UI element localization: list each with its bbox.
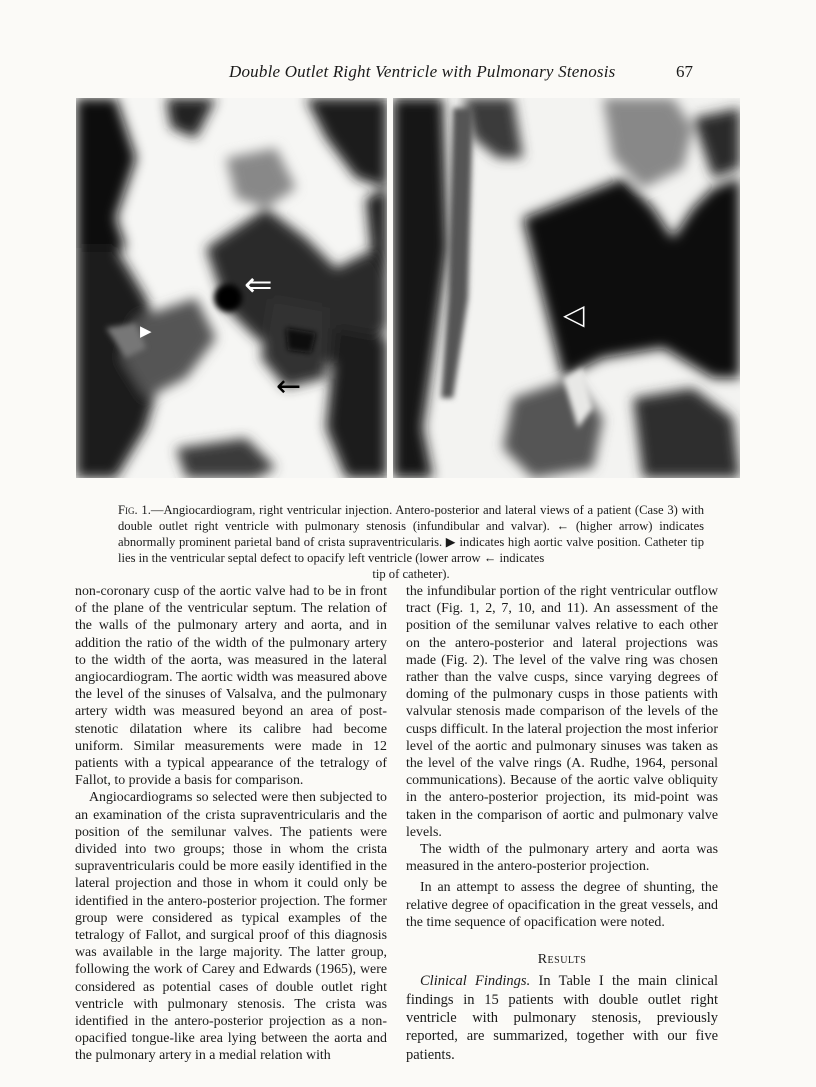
lateral-aortic-valve-marker: ◁	[563, 298, 585, 331]
page-header	[0, 60, 816, 90]
antero-posterior-view-image	[76, 98, 387, 478]
clinical-findings-text: In Table I the main clinical findings in 15 patients with double outlet right ventricle with pulmonary stenosis, previously reported, are summarized, together with our five patients.	[406, 973, 718, 1063]
clinical-findings-paragraph	[406, 972, 718, 1064]
right-column	[406, 583, 718, 1064]
right-paragraph-1: the infundibular portion of the right ventricular outflow tract (Fig. 1, 2, 7, 10, and 11). An assessment of the position of the semilunar valves relative to each other on the antero-posterior and lateral projections was made (Fig. 2). The level of the valve ring was chosen rather than the valve cusps, since varying degrees of doming of the pulmonary cusps in those patients with valvular stenosis made comparison of the levels of the cusps difficult. In the lateral projection the most inferior level of the aortic and pulmonary sinuses was taken as the level of the valve rings (A. Rudhe, 1964, personal communications). Because of the aortic valve obliquity in the antero-posterior projection, its mid-point was taken in the comparison of aortic and pulmonary valve levels.	[406, 584, 718, 840]
results-heading: Results	[537, 952, 587, 968]
figure-caption	[118, 502, 704, 582]
aortic-valve-marker: ▶	[140, 322, 152, 340]
page-number: 67	[676, 62, 693, 81]
caption-last-line: tip of catheter).	[372, 567, 450, 581]
left-column	[75, 583, 387, 1065]
crista-arrow-marker: ⇐	[244, 265, 273, 305]
left-paragraph-1: non-coronary cusp of the aortic valve had to be in front of the plane of the ventricular septum. The relation of the walls of the pulmonary artery and aorta, and in addition the ratio of the width of the pulmonary artery to the width of the aorta, was measured in the lateral angiocardiogram. The aortic width was measured above the level of the sinuses of Valsalva, and the pulmonary artery width was measured beyond an area of post-stenotic dilatation where its calibre had become uniform. Similar measurements were made in 12 patients with a typical appearance of the tetralogy of Fallot, to provide a basis for comparison.	[75, 584, 387, 789]
right-paragraph-3: In an attempt to assess the degree of shunting, the relative degree of opacification in the great vessels, and the time sequence of opacification were noted.	[406, 880, 718, 930]
catheter-tip-arrow-marker: ←	[276, 369, 302, 404]
right-paragraph-2: The width of the pulmonary artery and aorta was measured in the antero-posterior projection.	[406, 842, 718, 875]
lateral-view-image	[393, 98, 740, 478]
left-paragraph-2: Angiocardiograms so selected were then subjected to an examination of the crista supraventricularis and the position of the semilunar valves. The patients were divided into two groups; those in whom the crista supraventricularis could be more easily identified in the lateral projection and those in whom it could only be identified in the antero-posterior projection. The former group were considered as typical examples of the tetralogy of Fallot, and surgical proof of this diagnosis was available in the large majority. The latter group, following the work of Carey and Edwards (1965), were considered as potential cases of double outlet right ventricle with pulmonary stenosis. The crista was identified in the antero-posterior projection as a non-opacified tongue-like area lying between the aorta and the pulmonary artery in a medial relation with	[75, 790, 387, 1064]
caption-text: —Angiocardiogram, right ventricular injection. Antero-posterior and lateral views of a patient (Case 3) with double outlet right ventricle with pulmonary stenosis (infundibular and valvar). ← (higher arrow) indicates abnormally prominent parietal band of crista supraventricularis. ▶ indicates high aortic valve position. Catheter tip lies in the ventricular septal defect to opacify left ventricle (lower arrow ← indicates	[118, 503, 704, 565]
running-title: Double Outlet Right Ventricle with Pulmonary Stenosis	[229, 62, 616, 81]
clinical-findings-label: Clinical Findings.	[420, 973, 531, 990]
angiocardiogram-figure	[76, 98, 740, 478]
figure-label: Fig. 1.	[118, 503, 151, 517]
